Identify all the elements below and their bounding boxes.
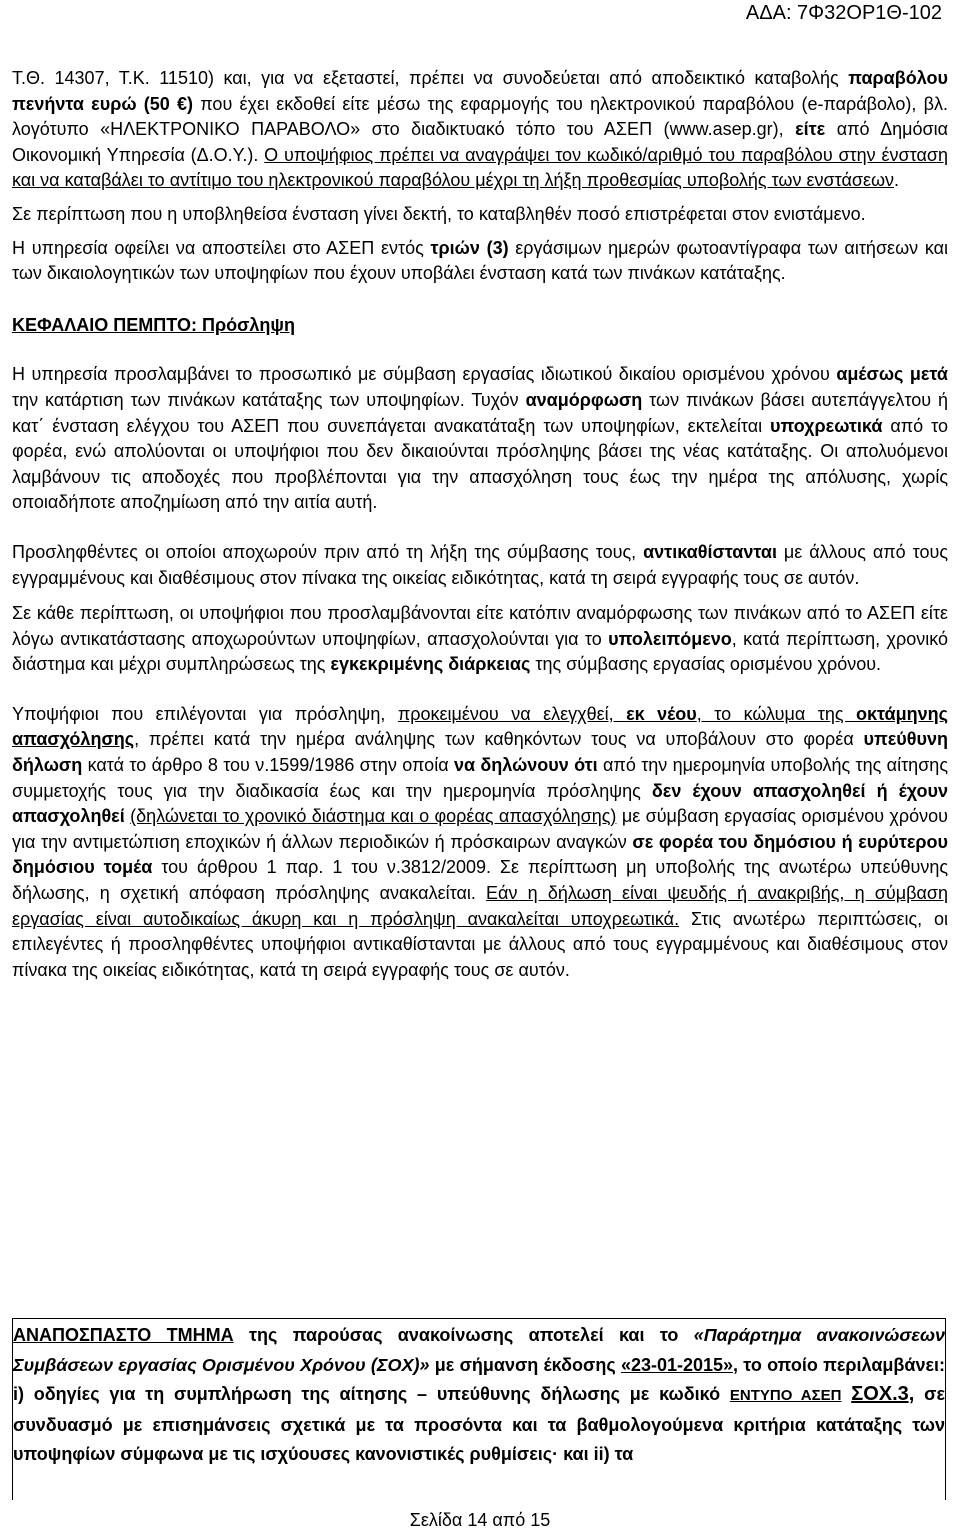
paragraph-fee: Τ.Θ. 14307, Τ.Κ. 11510) και, για να εξεταστεί, πρέπει να συνοδεύεται από αποδεικτικό καταβολής παραβόλου πενήντα ευρώ (50 €) που έχει εκδοθεί είτε μέσω της εφαρμογής του ηλεκτρονικού παραβόλου (e-παράβολο), βλ. λογότυπο «ΗΛΕΚΤΡΟΝΙΚΟ ΠΑΡΑΒΟΛΟ» στο διαδικτυακό τόπο του ΑΣΕΠ (www.asep.gr), είτε από Δημόσια Οικονομική Υπηρεσία (Δ.Ο.Υ.). Ο υποψήφιος πρέπει να αναγράψει τον κωδικό/αριθμό του παραβόλου στην ένσταση και να καταβάλει το αντίτιμο του ηλεκτρονικού παραβόλου μέχρι τη λήξη προθεσμίας υποβολής των ενστάσεων. [12, 68, 949, 191]
reprint-paragraph: ΑΝΑΠΟΣΠΑΣΤΟ ΤΜΗΜΑ της παρούσας ανακοίνωσης αποτελεί και το «Παράρτημα ανακοινώσεων Συμβάσεων εργασίας Ορισμένου Χρόνου (ΣΟΧ)» με σήμανση έκδοσης «23-01-2015», το οποίο περιλαμβάνει: i) οδηγίες για τη συμπλήρωση της αίτησης – υπεύθυνης δήλωσης με κωδικό ΕΝΤΥΠΟ ΑΣΕΠ ΣΟΧ.3, σε συνδυασμό με επισημάνσεις σχετικά με τα προσόντα και τα βαθμολογούμενα κριτήρια κατάταξης των υποψηφίων σύμφωνα με τις ισχύουσες κανονιστικές ρυθμίσεις· και ii) τα [13, 1325, 946, 1464]
form-code: ΕΝΤΥΠΟ ΑΣΕΠ [729, 1387, 842, 1404]
paragraph-declaration: Υποψήφιοι που επιλέγονται για πρόσληψη, προκειμένου να ελεγχθεί, εκ νέου, το κώλυμα της οκτάμηνης απασχόλησης, πρέπει κατά την ημέρα ανάληψης των καθηκόντων τους να υποβάλουν στο φορέα υπεύθυνη δήλωση κατά το άρθρο 8 του ν.1599/1986 στην οποία να δηλώνουν ότι από την ημερομηνία υποβολής της αίτησης συμμετοχής τους για την διαδικασία έως και την ημερομηνία πρόσληψης δεν έχουν απασχοληθεί ή έχουν απασχοληθεί (δηλώνεται το χρονικό διάστημα και ο φορέας απασχόλησης) με σύμβαση εργασίας ορισμένου χρόνου για την αντιμετώπιση εποχικών ή άλλων περιοδικών ή πρόσκαιρων αναγκών σε φορέα του δημόσιου ή ευρύτερου δημόσιου τομέα του άρθρου 1 παρ. 1 του ν.3812/2009. Σε περίπτωση μη υποβολής της ανωτέρω υπεύθυνης δήλωσης, η σχετική απόφαση πρόσληψης ανακαλείται. Εάν η δήλωση είναι ψευδής ή ανακριβής, η σύμβαση εργασίας είναι αυτοδικαίως άκυρη και η πρόσληψη ανακαλείται υποχρεωτικά. Στις ανωτέρω περιπτώσεις, οι επιλεγέντες ή προσληφθέντες υποψήφιοι αντικαθίστανται με άλλους από τους εγγραμμένους και διαθέσιμους στον πίνακα της οικείας ειδικότητας, κατά τη σειρά εγγραφής τους σε αυτόν. [12, 703, 949, 980]
paragraph-replace: Προσληφθέντες οι οποίοι αποχωρούν πριν από τη λήξη της σύμβασης τους, αντικαθίστανται με άλλους από τους εγγραμμένους και διαθέσιμους στον πίνακα της οικείας ειδικότητας, κατά τη σειρά εγγραφής τους σε αυτόν. [12, 541, 948, 588]
ada-code: ΑΔΑ: 7Φ32ΟΡ1Θ-102 [745, 2, 942, 24]
paragraph-duration: Σε κάθε περίπτωση, οι υποψήφιοι που προσλαμβάνονται είτε κατόπιν αναμόρφωσης των πινάκων από το ΑΣΕΠ είτε λόγω αντικατάστασης αποχωρούντων υποψηφίων, απασχολούνται για το υπολειπόμενο, κατά περίπτωση, χρονικό διάστημα και μέχρι συμπληρώσεως της εγκεκριμένης διάρκειας της σύμβασης εργασίας ορισμένου χρόνου. [12, 603, 949, 675]
reprint-section-box [12, 1318, 946, 1500]
chapter-title: ΚΕΦΑΛΑΙΟ ΠΕΜΠΤΟ: Πρόσληψη [12, 314, 295, 335]
paragraph-refund: Σε περίπτωση που η υποβληθείσα ένσταση γίνει δεκτή, το καταβληθέν ποσό επιστρέφεται στον ενιστάμενο. [12, 203, 866, 224]
document-body [12, 66, 948, 983]
reprint-title: ΑΝΑΠΟΣΠΑΣΤΟ ΤΜΗΜΑ [13, 1325, 234, 1345]
asep-link[interactable]: www.asep.gr [669, 119, 773, 140]
page-number: Σελίδα 14 από 15 [409, 1510, 551, 1530]
paragraph-hire: Η υπηρεσία προσλαμβάνει το προσωπικό με σύμβαση εργασίας ιδιωτικού δικαίου ορισμένου χρόνου αμέσως μετά την κατάρτιση των πινάκων κατάταξης των υποψηφίων. Τυχόν αναμόρφωση των πινάκων βάσει αυτεπάγγελτου ή κατ΄ ένσταση ελέγχου του ΑΣΕΠ που συνεπάγεται ανακατάταξη των υποψηφίων, εκτελείται υποχρεωτικά από το φορέα, ενώ απολύονται οι υποψήφιοι που δεν δικαιούνται πρόσληψης βάσει της νέας κατάταξης. Οι απολυόμενοι λαμβάνουν τις αποδοχές που προβλέπονται για την απασχόληση τους έως την ημέρα της απόλυσης, χωρίς οποιαδήποτε αποζημίωση από την αιτία αυτή. [12, 364, 949, 513]
paragraph-service: Η υπηρεσία οφείλει να αποστείλει στο ΑΣΕΠ εντός τριών (3) εργάσιμων ημερών φωτοαντίγραφα των αιτήσεων και των δικαιολογητικών των υποψηφίων που έχουν υποβάλει ένσταση κατά των πινάκων κατάταξης. [12, 237, 949, 284]
form-number: ΣΟΧ.3, [851, 1383, 915, 1405]
